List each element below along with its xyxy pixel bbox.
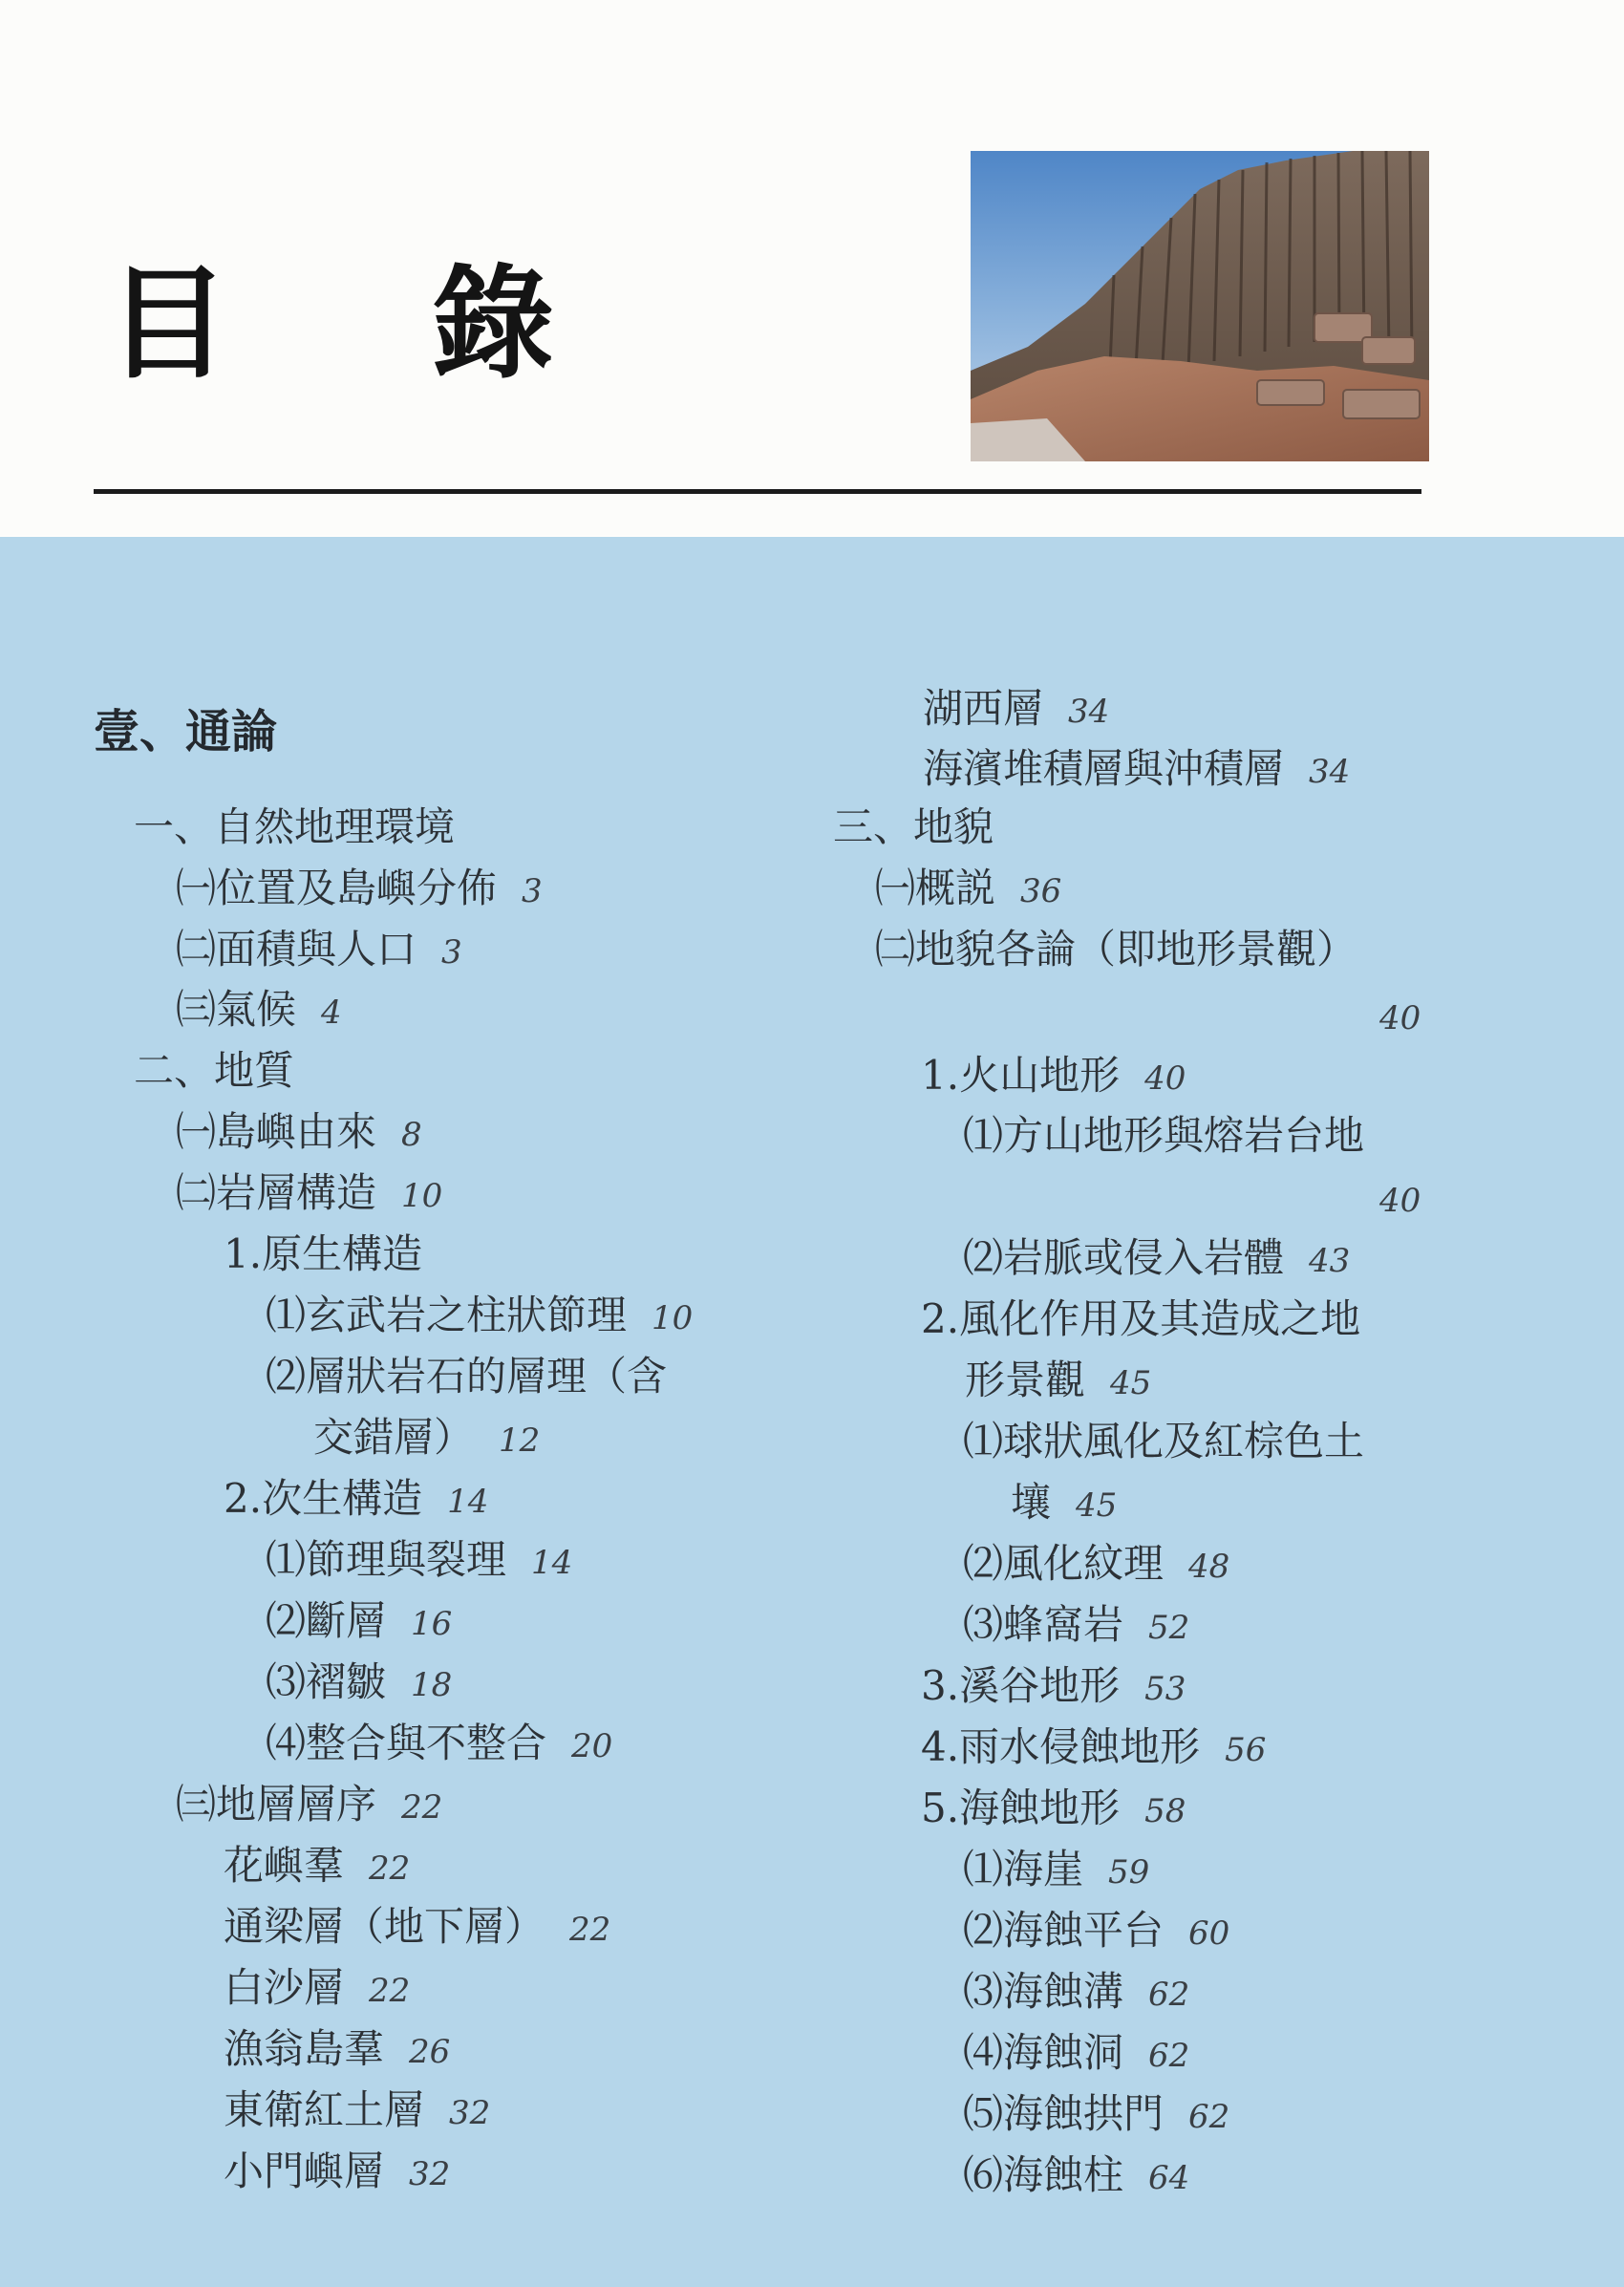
toc-entry: 壤 45 bbox=[1011, 1479, 1118, 1526]
toc-entry: ⑹海蝕柱 64 bbox=[963, 2151, 1190, 2198]
toc-page-number: 45 bbox=[1076, 1486, 1118, 1525]
toc-entry: 3.溪谷地形 53 bbox=[921, 1662, 1186, 1709]
toc-page-number: 64 bbox=[1148, 2159, 1190, 2197]
toc-entry: ㈡面積與人口 3 bbox=[176, 926, 462, 973]
toc-page-number: 16 bbox=[411, 1605, 453, 1643]
toc-entry: 東衛紅土層 32 bbox=[224, 2086, 491, 2133]
toc-page-number: 58 bbox=[1144, 1792, 1186, 1830]
toc-page-number: 10 bbox=[401, 1177, 443, 1215]
toc-page-number: 62 bbox=[1148, 2037, 1190, 2075]
toc-entry: 5.海蝕地形 58 bbox=[921, 1785, 1186, 1831]
toc-entry: ⑵層狀岩石的層理（含 bbox=[266, 1353, 668, 1400]
toc-page-number: 59 bbox=[1108, 1853, 1150, 1892]
toc-entry: 4.雨水侵蝕地形 56 bbox=[921, 1723, 1267, 1770]
toc-page-number: 32 bbox=[409, 2155, 451, 2193]
toc-entry: 花嶼羣 22 bbox=[224, 1842, 411, 1889]
toc-page-number: 48 bbox=[1188, 1548, 1230, 1586]
toc-entry: 小門嶼層 32 bbox=[224, 2148, 451, 2194]
toc-page-number: 62 bbox=[1188, 2098, 1230, 2136]
toc-page-number: 36 bbox=[1020, 872, 1062, 910]
toc-page-number: 10 bbox=[652, 1299, 694, 1337]
toc-entry: 白沙層 22 bbox=[224, 1964, 411, 2011]
toc-page-number: 20 bbox=[571, 1727, 613, 1765]
toc-page-number: 22 bbox=[369, 1972, 411, 2010]
toc-page-number: 18 bbox=[411, 1666, 453, 1704]
toc-page-number: 34 bbox=[1309, 753, 1351, 791]
toc-entry: ㈡岩層構造 10 bbox=[176, 1169, 443, 1216]
toc-entry: ⑴球狀風化及紅棕色土 bbox=[963, 1418, 1365, 1464]
toc-page-number: 22 bbox=[369, 1849, 411, 1888]
toc-page-number: 3 bbox=[522, 872, 543, 910]
toc-page-number: 53 bbox=[1144, 1670, 1186, 1708]
toc-entry: ⑴節理與裂理 14 bbox=[266, 1536, 573, 1583]
toc-entry: ㈠概説 36 bbox=[875, 865, 1062, 911]
toc-page-number: 40 bbox=[1144, 1059, 1186, 1098]
toc-section-heading: 壹、通論 bbox=[94, 705, 278, 759]
toc-entry: 形景觀 45 bbox=[965, 1357, 1152, 1403]
toc-page-number: 14 bbox=[531, 1544, 573, 1582]
toc-page-number: 34 bbox=[1068, 693, 1110, 731]
toc-entry: ⑵海蝕平台 60 bbox=[963, 1907, 1230, 1954]
toc-entry: 三、地貌 bbox=[833, 803, 994, 850]
toc-page-number: 4 bbox=[321, 994, 342, 1032]
toc-entry: ⑶蜂窩岩 52 bbox=[963, 1601, 1190, 1648]
toc-page-number: 22 bbox=[401, 1788, 443, 1827]
toc-page-number: 14 bbox=[447, 1483, 489, 1521]
toc-page-number: 40 bbox=[1379, 999, 1421, 1037]
toc-entry: 1.火山地形 40 bbox=[921, 1052, 1186, 1099]
toc-entry: 一、自然地理環境 bbox=[134, 803, 456, 850]
toc-page-number: 52 bbox=[1148, 1609, 1190, 1647]
toc-entry: 1.原生構造 bbox=[224, 1230, 423, 1277]
toc-entry: 2.風化作用及其造成之地 bbox=[921, 1295, 1361, 1342]
toc-entry: ⑸海蝕拱門 62 bbox=[963, 2090, 1230, 2137]
toc-entry: 通梁層（地下層） 22 bbox=[224, 1903, 611, 1950]
toc-page-number: 56 bbox=[1225, 1731, 1267, 1769]
toc-entry: ㈠島嶼由來 8 bbox=[176, 1108, 422, 1155]
toc-page-number: 45 bbox=[1110, 1364, 1152, 1402]
toc-entry: ⑴方山地形與熔岩台地 bbox=[963, 1112, 1365, 1159]
toc-entry: 海濱堆積層與沖積層 34 bbox=[923, 745, 1351, 792]
toc-page-number: 60 bbox=[1188, 1914, 1230, 1953]
toc-entry: 2.次生構造 14 bbox=[224, 1475, 489, 1522]
toc-entry: ⑵斷層 16 bbox=[266, 1597, 453, 1644]
toc-entry: ㈡地貌各論（即地形景觀） bbox=[875, 926, 1357, 973]
toc-entry: 二、地質 bbox=[134, 1047, 295, 1094]
toc-page-number: 22 bbox=[569, 1911, 611, 1949]
toc-page-number: 26 bbox=[409, 2033, 451, 2071]
toc-entry: ㈢地層層序 22 bbox=[176, 1781, 443, 1827]
toc-entry: ⑴玄武岩之柱狀節理 10 bbox=[266, 1292, 694, 1338]
toc-entry: ⑴海崖 59 bbox=[963, 1846, 1150, 1892]
toc-page-number: 8 bbox=[401, 1116, 422, 1154]
toc-page-number: 12 bbox=[499, 1421, 541, 1460]
title-char-1: 目 bbox=[107, 253, 230, 395]
toc-entry: 交錯層） 12 bbox=[313, 1414, 541, 1461]
toc-page-number: 62 bbox=[1148, 1976, 1190, 2014]
toc-page-number: 32 bbox=[449, 2094, 491, 2132]
toc-entry: 漁翁島羣 26 bbox=[224, 2025, 451, 2072]
toc-entry: ㈠位置及島嶼分佈 3 bbox=[176, 865, 543, 911]
toc-page-number: 3 bbox=[441, 933, 462, 972]
toc-entry: ⑵風化紋理 48 bbox=[963, 1540, 1230, 1587]
toc-entry: ⑶海蝕溝 62 bbox=[963, 1968, 1190, 2015]
toc-entry: ⑷整合與不整合 20 bbox=[266, 1720, 613, 1766]
toc-entry: ⑶褶皺 18 bbox=[266, 1658, 453, 1705]
toc-page-number: 43 bbox=[1309, 1242, 1351, 1280]
toc-entry: ⑷海蝕洞 62 bbox=[963, 2029, 1190, 2076]
title-char-2: 錄 bbox=[432, 253, 555, 395]
toc-entry: ⑵岩脈或侵入岩體 43 bbox=[963, 1234, 1351, 1281]
toc-entry: ㈢氣候 4 bbox=[176, 986, 342, 1033]
toc-entry: 湖西層 34 bbox=[923, 685, 1110, 732]
toc-page-number: 40 bbox=[1379, 1182, 1421, 1220]
